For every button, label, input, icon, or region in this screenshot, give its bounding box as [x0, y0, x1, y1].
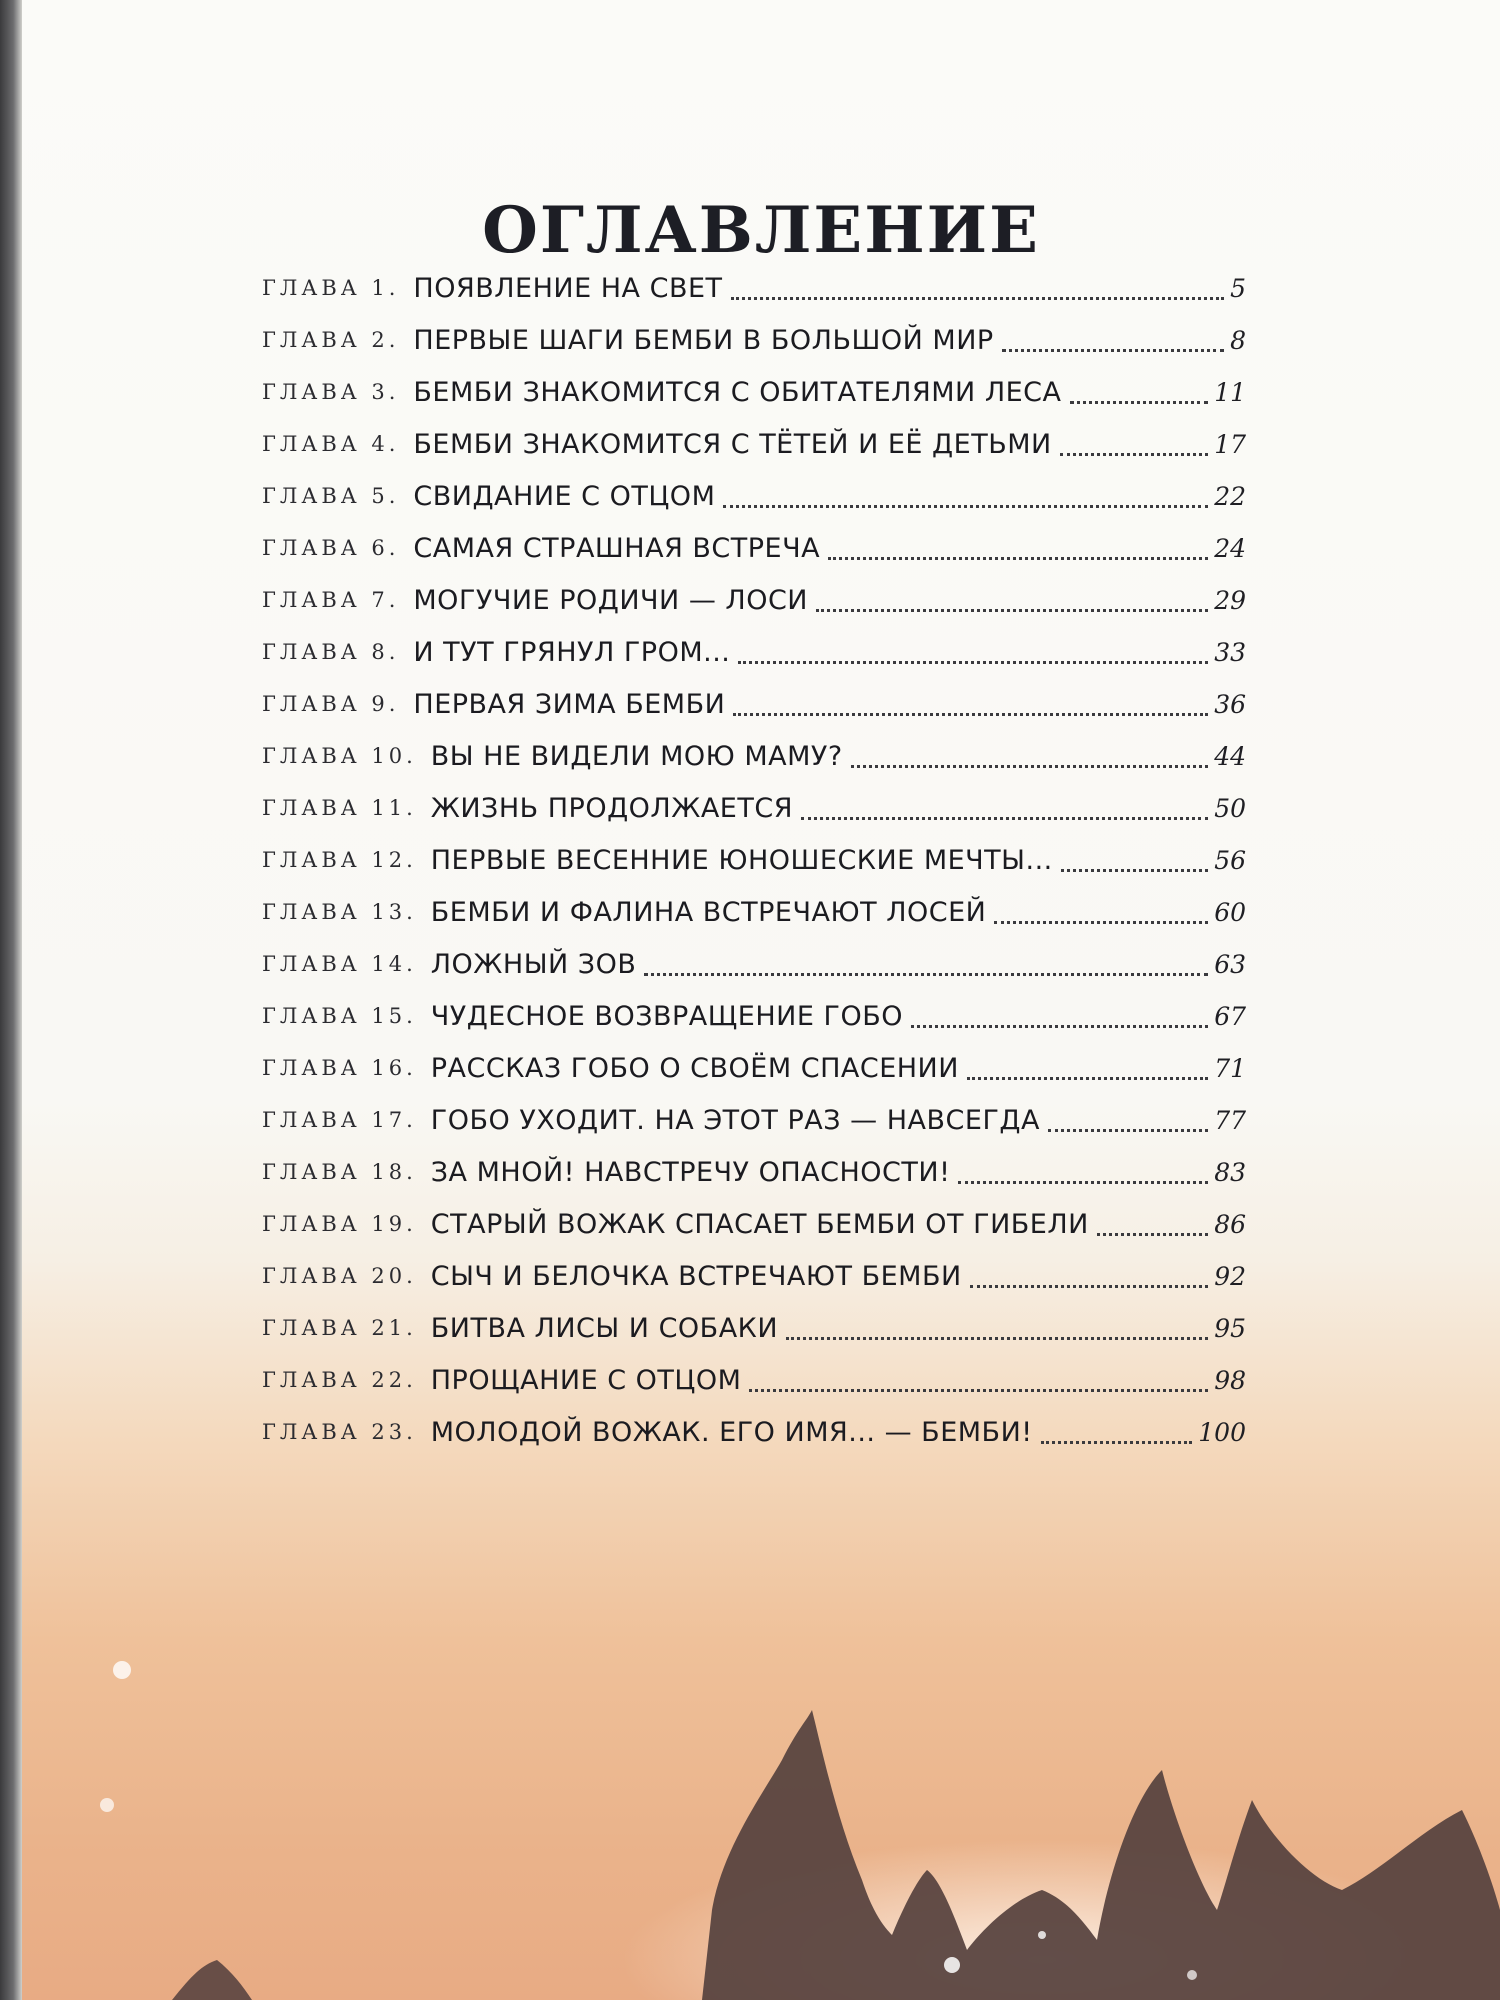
chapter-number: ГЛАВА 1. [262, 276, 400, 300]
page-number: 100 [1198, 1417, 1246, 1447]
dot-leader [970, 1261, 1209, 1288]
chapter-number: ГЛАВА 23. [262, 1420, 417, 1444]
snow-speck [113, 1661, 131, 1679]
chapter-title: БЕМБИ И ФАЛИНА ВСТРЕЧАЮТ ЛОСЕЙ [430, 896, 987, 928]
page-number: 98 [1214, 1365, 1246, 1395]
dot-leader [1097, 1209, 1208, 1236]
chapter-number: ГЛАВА 3. [262, 380, 400, 404]
toc-entry [262, 470, 1246, 522]
page-number: 5 [1230, 273, 1246, 303]
chapter-title: И ТУТ ГРЯНУЛ ГРОМ... [413, 636, 731, 668]
dot-leader [738, 637, 1208, 664]
page-number: 36 [1214, 689, 1246, 719]
chapter-title: РАССКАЗ ГОБО О СВОЁМ СПАСЕНИИ [430, 1052, 959, 1084]
page-number: 8 [1230, 325, 1246, 355]
dot-leader [994, 897, 1208, 924]
dot-leader [911, 1001, 1208, 1028]
chapter-number: ГЛАВА 22. [262, 1368, 417, 1392]
dot-leader [786, 1313, 1208, 1340]
chapter-title: ЧУДЕСНОЕ ВОЗВРАЩЕНИЕ ГОБО [430, 1000, 904, 1032]
page-number: 56 [1214, 845, 1246, 875]
page-number: 67 [1214, 1001, 1246, 1031]
toc-entry [262, 1406, 1246, 1458]
book-spine-shadow [0, 0, 22, 2000]
chapter-number: ГЛАВА 13. [262, 900, 417, 924]
page-number: 63 [1214, 949, 1246, 979]
chapter-number: ГЛАВА 6. [262, 536, 400, 560]
toc-entry [262, 1042, 1246, 1094]
page-number: 22 [1214, 481, 1246, 511]
chapter-title: ПЕРВЫЕ ШАГИ БЕМБИ В БОЛЬШОЙ МИР [413, 324, 994, 356]
chapter-title: САМАЯ СТРАШНАЯ ВСТРЕЧА [413, 532, 821, 564]
page-number: 29 [1214, 585, 1246, 615]
page-number: 11 [1214, 377, 1246, 407]
chapter-title: СТАРЫЙ ВОЖАК СПАСАЕТ БЕМБИ ОТ ГИБЕЛИ [430, 1208, 1089, 1240]
dot-leader [967, 1053, 1208, 1080]
chapter-title: ПРОЩАНИЕ С ОТЦОМ [430, 1364, 742, 1396]
chapter-title: ПЕРВАЯ ЗИМА БЕМБИ [413, 688, 726, 720]
toc-entry [262, 418, 1246, 470]
chapter-number: ГЛАВА 12. [262, 848, 417, 872]
page-number: 95 [1214, 1313, 1246, 1343]
page-number: 50 [1214, 793, 1246, 823]
toc-entry [262, 262, 1246, 314]
chapter-title: ЖИЗНЬ ПРОДОЛЖАЕТСЯ [430, 792, 793, 824]
forest-silhouette-illustration [22, 1580, 1500, 2000]
chapter-number: ГЛАВА 9. [262, 692, 400, 716]
toc-entry [262, 678, 1246, 730]
toc-entry [262, 834, 1246, 886]
book-page [22, 0, 1500, 2000]
chapter-title: СЫЧ И БЕЛОЧКА ВСТРЕЧАЮТ БЕМБИ [430, 1260, 962, 1292]
dot-leader [1041, 1417, 1193, 1444]
page-number: 83 [1214, 1157, 1246, 1187]
chapter-number: ГЛАВА 10. [262, 744, 417, 768]
chapter-title: ВЫ НЕ ВИДЕЛИ МОЮ МАМУ? [430, 740, 843, 772]
chapter-title: ПОЯВЛЕНИЕ НА СВЕТ [413, 272, 723, 304]
toc-entry [262, 1302, 1246, 1354]
toc-entry [262, 1354, 1246, 1406]
snow-speck [1187, 1970, 1197, 1980]
dot-leader [1061, 845, 1208, 872]
chapter-number: ГЛАВА 7. [262, 588, 400, 612]
toc-entry [262, 1146, 1246, 1198]
dot-leader [723, 481, 1208, 508]
chapter-number: ГЛАВА 15. [262, 1004, 417, 1028]
page-number: 86 [1214, 1209, 1246, 1239]
page-number: 92 [1214, 1261, 1246, 1291]
tree-silhouette-left [172, 1960, 252, 2000]
dot-leader [828, 533, 1208, 560]
chapter-number: ГЛАВА 20. [262, 1264, 417, 1288]
snow-speck [100, 1798, 114, 1812]
chapter-title: БИТВА ЛИСЫ И СОБАКИ [430, 1312, 779, 1344]
chapter-number: ГЛАВА 11. [262, 796, 417, 820]
page-number: 77 [1214, 1105, 1246, 1135]
page-number: 71 [1214, 1053, 1246, 1083]
toc-entry [262, 366, 1246, 418]
chapter-number: ГЛАВА 18. [262, 1160, 417, 1184]
toc-entry [262, 314, 1246, 366]
dot-leader [733, 689, 1208, 716]
page-title: ОГЛАВЛЕНИЕ [482, 192, 1040, 268]
toc-entry [262, 730, 1246, 782]
toc-entry [262, 990, 1246, 1042]
page-number: 44 [1214, 741, 1246, 771]
chapter-number: ГЛАВА 14. [262, 952, 417, 976]
toc-entry [262, 574, 1246, 626]
dot-leader [731, 273, 1225, 300]
dot-leader [816, 585, 1208, 612]
toc-entry [262, 1250, 1246, 1302]
dot-leader [644, 949, 1208, 976]
chapter-number: ГЛАВА 2. [262, 328, 400, 352]
page-number: 33 [1214, 637, 1246, 667]
chapter-number: ГЛАВА 8. [262, 640, 400, 664]
chapter-title: МОЛОДОЙ ВОЖАК. ЕГО ИМЯ... — БЕМБИ! [430, 1416, 1033, 1448]
dot-leader [801, 793, 1208, 820]
page-number: 60 [1214, 897, 1246, 927]
chapter-number: ГЛАВА 4. [262, 432, 400, 456]
snow-speck [944, 1957, 960, 1973]
chapter-title: ЗА МНОЙ! НАВСТРЕЧУ ОПАСНОСТИ! [430, 1156, 951, 1188]
dot-leader [749, 1365, 1208, 1392]
toc-entry [262, 626, 1246, 678]
page-number: 17 [1214, 429, 1246, 459]
dot-leader [958, 1157, 1208, 1184]
table-of-contents [262, 262, 1246, 1458]
toc-entry [262, 1094, 1246, 1146]
dot-leader [1002, 325, 1224, 352]
chapter-number: ГЛАВА 16. [262, 1056, 417, 1080]
toc-entry [262, 938, 1246, 990]
chapter-title: БЕМБИ ЗНАКОМИТСЯ С ТЁТЕЙ И ЕЁ ДЕТЬМИ [413, 428, 1052, 460]
chapter-title: БЕМБИ ЗНАКОМИТСЯ С ОБИТАТЕЛЯМИ ЛЕСА [413, 376, 1062, 408]
chapter-number: ГЛАВА 17. [262, 1108, 417, 1132]
toc-entry [262, 522, 1246, 574]
chapter-title: МОГУЧИЕ РОДИЧИ — ЛОСИ [413, 584, 809, 616]
chapter-number: ГЛАВА 19. [262, 1212, 417, 1236]
dot-leader [1048, 1105, 1208, 1132]
dot-leader [1060, 429, 1208, 456]
snow-speck [1038, 1931, 1046, 1939]
chapter-title: ЛОЖНЫЙ ЗОВ [430, 948, 637, 980]
chapter-number: ГЛАВА 5. [262, 484, 400, 508]
dot-leader [1070, 377, 1209, 404]
toc-entry [262, 886, 1246, 938]
chapter-title: ПЕРВЫЕ ВЕСЕННИЕ ЮНОШЕСКИЕ МЕЧТЫ... [430, 844, 1053, 876]
chapter-number: ГЛАВА 21. [262, 1316, 417, 1340]
page-number: 24 [1214, 533, 1246, 563]
dot-leader [851, 741, 1208, 768]
toc-entry [262, 782, 1246, 834]
chapter-title: СВИДАНИЕ С ОТЦОМ [413, 480, 716, 512]
chapter-title: ГОБО УХОДИТ. НА ЭТОТ РАЗ — НАВСЕГДА [430, 1104, 1040, 1136]
toc-entry [262, 1198, 1246, 1250]
